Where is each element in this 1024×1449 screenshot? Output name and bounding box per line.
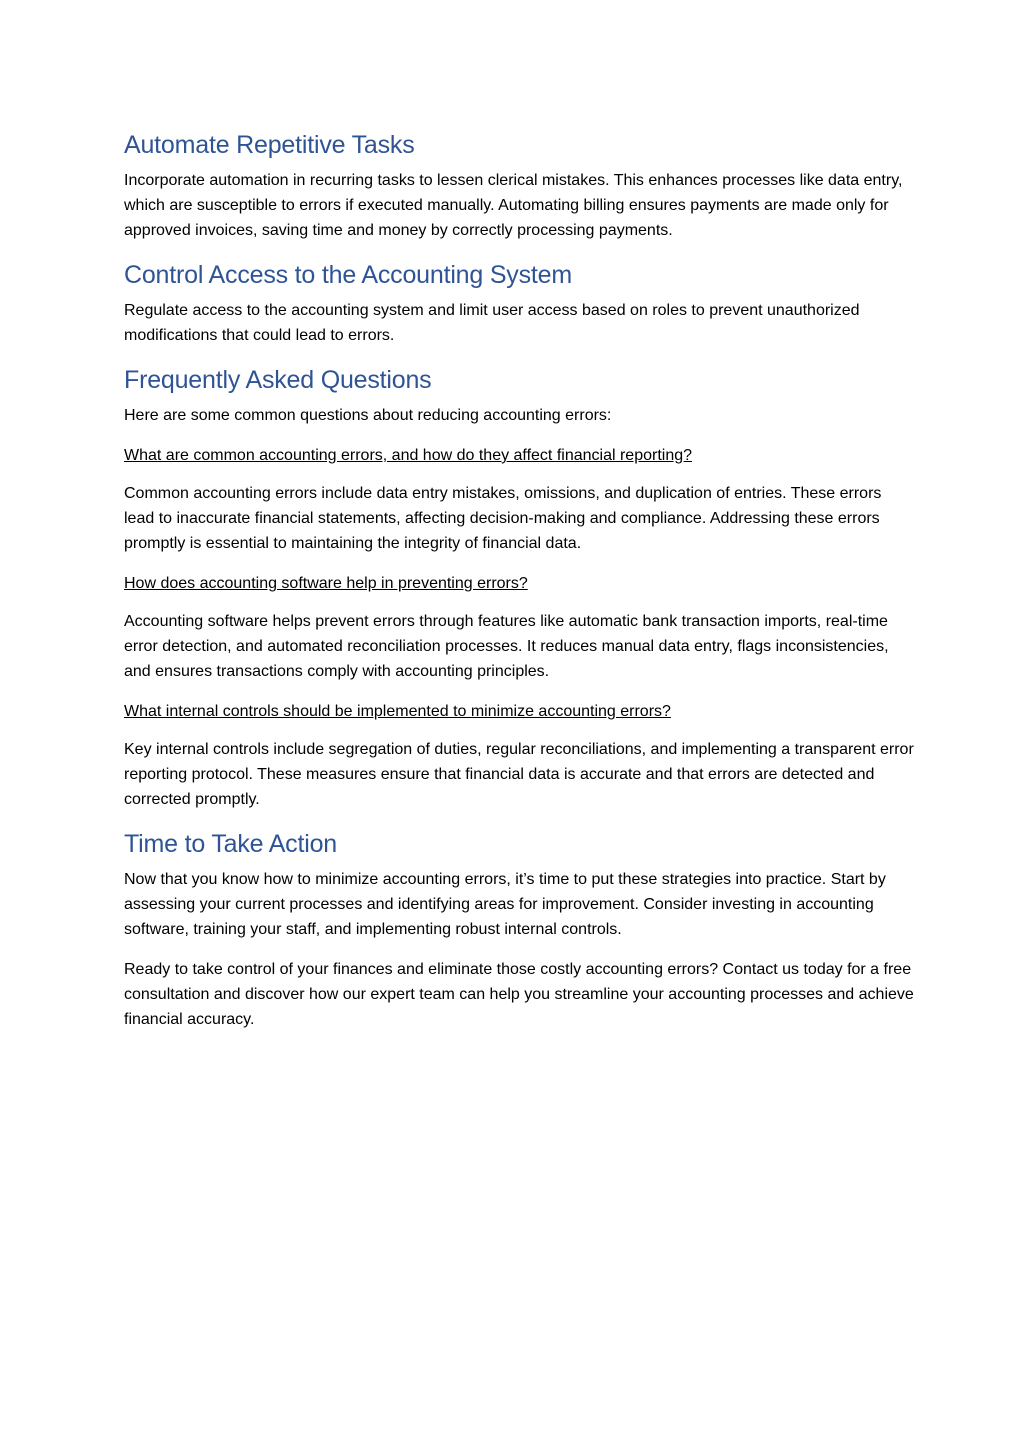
faq-question-1: What are common accounting errors, and how do they affect financial reporting? bbox=[124, 447, 693, 464]
paragraph-take-action-2: Ready to take control of your finances and eliminate those costly accounting errors? Contact us today for a free consultation and discover how our expert team can help you streamline your accounting processes and achieve financial accuracy. bbox=[124, 961, 914, 1028]
section-control-access bbox=[124, 258, 914, 348]
heading-faq: Frequently Asked Questions bbox=[124, 366, 432, 394]
faq-answer-3: Key internal controls include segregation of duties, regular reconciliations, and implementing a transparent error reporting protocol. These measures ensure that financial data is accurate and that errors are detected and corrected promptly. bbox=[124, 741, 914, 808]
document-page bbox=[124, 128, 914, 1047]
faq-answer-1: Common accounting errors include data entry mistakes, omissions, and duplication of entries. These errors lead to inaccurate financial statements, affecting decision-making and compliance. Addressing these errors promptly is essential to maintaining the integrity of financial data. bbox=[124, 485, 882, 552]
section-automate-repetitive-tasks bbox=[124, 128, 914, 243]
heading-time-to-take-action: Time to Take Action bbox=[124, 830, 337, 858]
faq-question-2: How does accounting software help in preventing errors? bbox=[124, 575, 528, 592]
heading-automate-repetitive-tasks: Automate Repetitive Tasks bbox=[124, 131, 415, 159]
heading-control-access: Control Access to the Accounting System bbox=[124, 261, 572, 289]
faq-question-3: What internal controls should be implemented to minimize accounting errors? bbox=[124, 703, 671, 720]
section-faq bbox=[124, 363, 914, 812]
section-time-to-take-action bbox=[124, 827, 914, 1032]
faq-intro: Here are some common questions about reducing accounting errors: bbox=[124, 407, 612, 424]
paragraph-take-action-1: Now that you know how to minimize accounting errors, it’s time to put these strategies into practice. Start by assessing your current processes and identifying areas for improvement. Consider investing in accounting software, training your staff, and implementing robust internal controls. bbox=[124, 871, 886, 938]
faq-answer-2: Accounting software helps prevent errors through features like automatic bank transaction imports, real-time error detection, and automated reconciliation processes. It reduces manual data entry, flags inconsistencies, and ensures transactions comply with accounting principles. bbox=[124, 613, 889, 680]
paragraph-control-access: Regulate access to the accounting system and limit user access based on roles to prevent unauthorized modifications that could lead to errors. bbox=[124, 302, 860, 344]
paragraph-automate-repetitive-tasks: Incorporate automation in recurring tasks to lessen clerical mistakes. This enhances processes like data entry, which are susceptible to errors if executed manually. Automating billing ensures payments are made only for approved invoices, saving time and money by correctly processing payments. bbox=[124, 172, 903, 239]
